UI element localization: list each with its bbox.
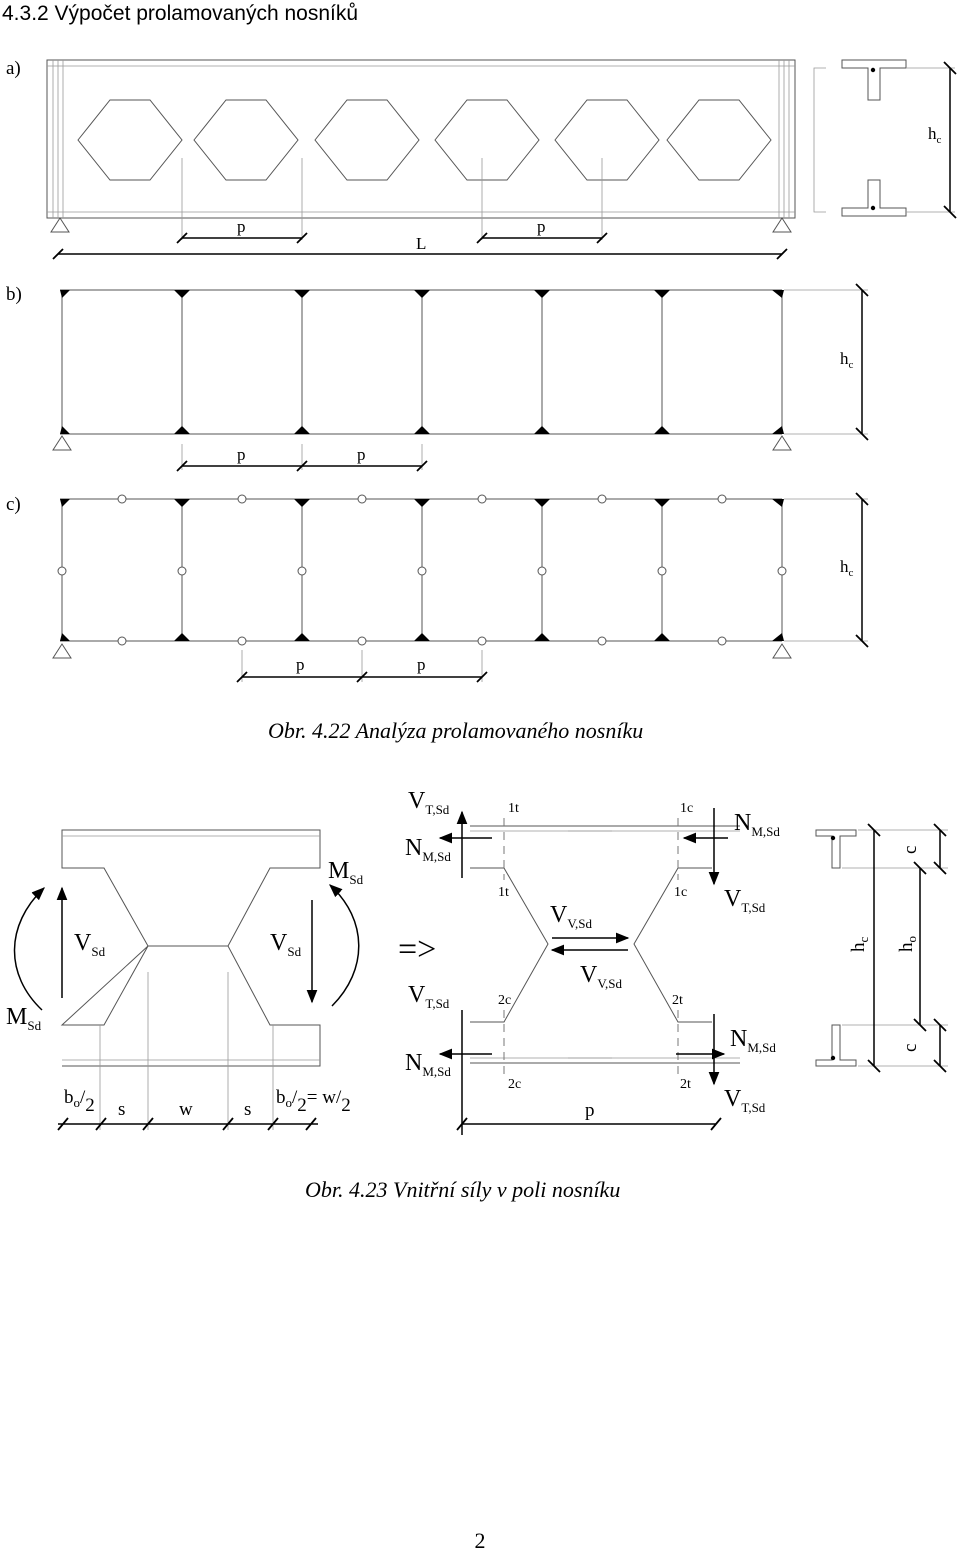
label-VT-bottom-left: $V_{T,Sd}$ [408,982,450,1011]
fig23-right [405,788,780,1135]
point-1c-top: 1c [680,801,694,816]
dim-hc: $h_c$ [928,124,942,146]
vierendeel-verticals [62,290,782,434]
section-heading: 4.3.2 Výpočet prolamovaných nosníků [2,2,359,25]
point-1c: 1c [674,885,688,900]
label-VV-top: $V_{V,Sd}$ [550,902,593,931]
label-NM-top-left: $N_{M,Sd}$ [405,835,451,864]
dim-c-bottom: c [900,1043,921,1052]
dim-L: L [416,234,427,253]
dim-c-top: c [900,845,921,854]
panel-b-label: b) [6,284,22,305]
label-NM-top-right: $N_{M,Sd}$ [734,810,780,839]
dim-p2: p [537,217,546,236]
label-V-right: $V_{Sd}$ [270,930,302,959]
dim-hc: $h_c$ [840,349,854,371]
label-s-right: s [244,1099,252,1120]
label-M-left: $M_{Sd}$ [6,1004,42,1033]
fig23-section [816,824,948,1072]
label-NM-bottom-left: $N_{M,Sd}$ [405,1050,451,1079]
label-M-right: $M_{Sd}$ [328,858,364,887]
dim-hc: $h_c$ [848,936,871,952]
fig23-left [6,830,364,1130]
dim-p2: p [357,445,366,464]
point-2c-bottom: 2c [508,1077,522,1092]
dim-p2: p [417,655,426,674]
label-NM-bottom-right: $N_{M,Sd}$ [730,1026,776,1055]
dim-p1: p [237,445,246,464]
panel-c-label: c) [6,494,21,515]
figure-4-22-caption: Obr. 4.22 Analýza prolamovaného nosníku [268,718,644,743]
point-2c: 2c [498,993,512,1008]
panel-a-label: a) [6,58,21,79]
label-bo-half-right: $b_o/2= w/2$ [276,1087,351,1116]
label-VV-bottom: $V_{V,Sd}$ [580,962,623,991]
tee-section-icon [842,60,906,216]
label-s-left: s [118,1099,126,1120]
moment-arc-right [330,885,359,1006]
panel-b [6,284,868,471]
label-V-left: $V_{Sd}$ [74,930,106,959]
page-number: 2 [474,1528,486,1553]
dim-hc: $h_c$ [840,557,854,579]
label-VT-top-right: $V_{T,Sd}$ [724,886,766,915]
panel-c [6,493,868,682]
dim-p: p [585,1100,595,1121]
label-VT-top-left: $V_{T,Sd}$ [408,788,450,817]
implies-arrow: => [398,931,437,968]
figure-4-23-caption: Obr. 4.23 Vnitřní síly v poli nosníku [305,1177,621,1202]
point-1t-top: 1t [508,801,519,816]
point-2t: 2t [672,993,683,1008]
label-VT-bottom-right: $V_{T,Sd}$ [724,1086,766,1115]
dim-p1: p [296,655,305,674]
label-w: w [179,1099,193,1120]
right-support [773,218,791,232]
point-2t-bottom: 2t [680,1077,691,1092]
left-support [51,218,69,232]
panel-a [6,58,956,259]
dim-p1: p [237,217,246,236]
dim-ho: $h_o$ [896,936,919,952]
beam-outline [47,60,795,218]
point-1t: 1t [498,885,509,900]
label-bo-half-left: $b_o/2$ [64,1087,95,1116]
moment-arc-left [14,888,44,1010]
